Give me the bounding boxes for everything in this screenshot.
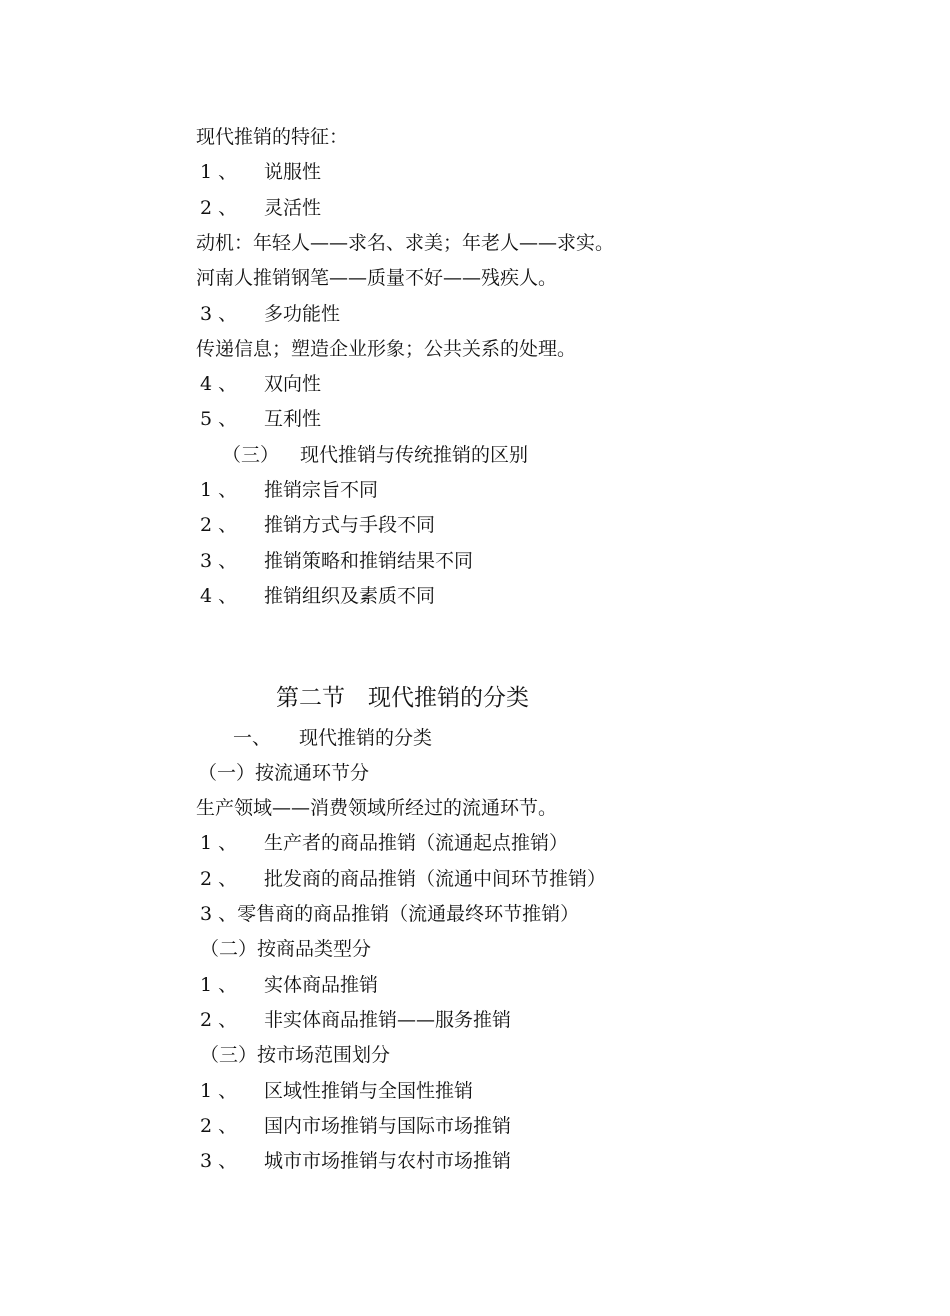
- motive-line: 动机：年轻人——求名、求美；年老人——求实。: [196, 232, 615, 254]
- circulation-item: [200, 831, 568, 855]
- item-number: 2 、: [200, 1115, 238, 1137]
- info-line: 传递信息；塑造企业形象；公共关系的处理。: [196, 338, 577, 360]
- item-text: 现代推销与传统推销的区别: [300, 444, 529, 466]
- item-text: 批发商的商品推销（流通中间环节推销）: [264, 868, 607, 890]
- feature-item-flexible: [200, 196, 321, 220]
- item-text: 区域性推销与全国性推销: [264, 1080, 474, 1102]
- item-number: 4 、: [200, 373, 238, 395]
- item-number: 3 、: [200, 550, 238, 572]
- item-text: 推销策略和推销结果不同: [264, 550, 474, 572]
- item-text: 推销方式与手段不同: [264, 514, 436, 536]
- difference-item: [200, 584, 435, 608]
- item-text: 互利性: [264, 408, 322, 430]
- item-number: 一、: [233, 727, 272, 749]
- item-text: 实体商品推销: [264, 974, 379, 996]
- item-number: 4 、: [200, 585, 238, 607]
- item-text: 生产者的商品推销（流通起点推销）: [264, 832, 569, 854]
- item-text: 灵活性: [264, 197, 322, 219]
- part-one-heading: [233, 726, 432, 750]
- item-text: 多功能性: [264, 303, 341, 325]
- category-product-type-title: （二）按商品类型分: [200, 938, 372, 960]
- market-scope-item: [200, 1149, 511, 1173]
- item-number: 1 、: [200, 161, 238, 183]
- item-number: 2 、: [200, 868, 238, 890]
- item-text: 国内市场推销与国际市场推销: [264, 1115, 512, 1137]
- item-text: 城市市场推销与农村市场推销: [264, 1150, 512, 1172]
- item-text: 非实体商品推销——服务推销: [264, 1009, 512, 1031]
- product-type-item: [200, 1008, 511, 1032]
- feature-item-persuasive: [200, 160, 321, 184]
- chapter-title: 第二节 现代推销的分类: [276, 685, 529, 711]
- item-text: 双向性: [264, 373, 322, 395]
- circulation-description: 生产领域——消费领域所经过的流通环节。: [196, 797, 558, 819]
- item-text: 推销组织及素质不同: [264, 585, 436, 607]
- item-number: 2 、: [200, 197, 238, 219]
- item-number: 1 、: [200, 479, 238, 501]
- item-number: 3 、: [200, 1150, 238, 1172]
- item-text: 说服性: [264, 161, 322, 183]
- difference-item: [200, 478, 378, 502]
- difference-item: [200, 513, 435, 537]
- item-text: 推销宗旨不同: [264, 479, 379, 501]
- circulation-item: 3 、零售商的商品推销（流通最终环节推销）: [200, 903, 580, 925]
- henan-example-line: 河南人推销钢笔——质量不好——残疾人。: [196, 267, 558, 289]
- item-number: 1 、: [200, 1080, 238, 1102]
- product-type-item: [200, 973, 378, 997]
- item-number: 3 、: [200, 303, 238, 325]
- subsection-three-heading: [222, 443, 528, 467]
- feature-item-mutual-benefit: [200, 407, 321, 431]
- item-number: 1 、: [200, 974, 238, 996]
- circulation-item: [200, 867, 606, 891]
- feature-item-bidirectional: [200, 372, 321, 396]
- features-title: 现代推销的特征：: [196, 126, 349, 148]
- item-number: 1 、: [200, 832, 238, 854]
- item-text: 现代推销的分类: [299, 727, 433, 749]
- item-number: 5 、: [200, 408, 238, 430]
- item-number: 2 、: [200, 1009, 238, 1031]
- market-scope-item: [200, 1079, 473, 1103]
- item-number: 2 、: [200, 514, 238, 536]
- market-scope-item: [200, 1114, 511, 1138]
- item-number: （三）: [222, 444, 280, 466]
- feature-item-multifunction: [200, 302, 340, 326]
- difference-item: [200, 549, 473, 573]
- category-market-scope-title: （三）按市场范围划分: [200, 1044, 391, 1066]
- category-circulation-title: （一）按流通环节分: [198, 762, 370, 784]
